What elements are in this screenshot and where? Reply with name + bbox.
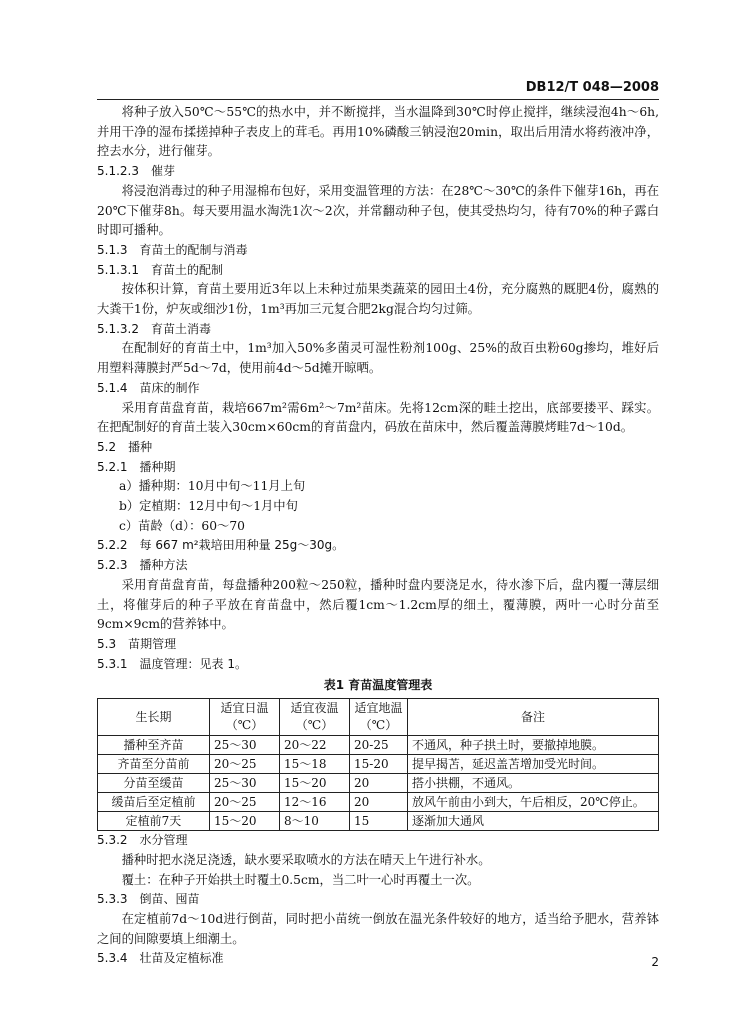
table-cell: 25～30 bbox=[210, 736, 280, 755]
table-cell: 8～10 bbox=[280, 812, 350, 831]
section-heading: 5.2.2 每 667 m²栽培田用种量 25g～30g。 bbox=[97, 538, 345, 553]
table-cell: 25～30 bbox=[210, 774, 280, 793]
section-heading: 5.3.3 倒苗、囤苗 bbox=[97, 892, 200, 907]
seedling-temperature-table bbox=[97, 698, 659, 831]
header-day-temp: 适宜日温 （℃） bbox=[210, 699, 280, 736]
header-soil-temp: 适宜地温 （℃） bbox=[350, 699, 408, 736]
table-cell: 20-25 bbox=[350, 736, 408, 755]
section-heading: 5.1.4 苗床的制作 bbox=[97, 380, 200, 395]
table-cell: 20 bbox=[350, 774, 408, 793]
section-heading: 5.2 播种 bbox=[97, 439, 153, 454]
header-rule bbox=[97, 99, 659, 100]
table-row bbox=[98, 755, 659, 774]
document-id-header: DB12/T 048—2008 bbox=[525, 80, 659, 95]
sections-after-table bbox=[97, 831, 659, 969]
page-number: 2 bbox=[651, 955, 659, 969]
table-cell: 逐渐加大通风 bbox=[408, 812, 659, 831]
list-item: b）定植期：12月中旬～1月中旬 bbox=[119, 499, 298, 514]
header-remarks: 备注 bbox=[408, 699, 659, 736]
table-cell: 12～16 bbox=[280, 793, 350, 812]
section-heading: 5.3.4 壮苗及定植标准 bbox=[97, 951, 224, 966]
paragraph: 采用育苗盘育苗，每盘播种200粒～250粒，播种时盘内要浇足水，待水渗下后，盘内覆一薄层细土，将催芽后的种子平放在育苗盘中，然后覆1cm～1.2cm厚的细土，覆薄膜，两叶一心时分苗至9cm×9cm的营养钵中。 bbox=[97, 577, 659, 632]
paragraph: 在配制好的育苗土中，1m³加入50%多菌灵可湿性粉剂100g、25%的敌百虫粉60g掺均，堆好后用塑料薄膜封严5d～7d，使用前4d～5d摊开晾晒。 bbox=[97, 341, 659, 376]
section-heading: 5.3.1 温度管理：见表 1。 bbox=[97, 656, 247, 671]
table-cell: 20 bbox=[350, 793, 408, 812]
paragraph: 播种时把水浇足浇透，缺水要采取喷水的方法在晴天上午进行补水。 bbox=[121, 852, 491, 867]
table-cell: 放风午前由小到大，午后相反，20℃停止。 bbox=[408, 793, 659, 812]
table-cell: 分苗至缓苗 bbox=[98, 774, 210, 793]
table-cell: 15 bbox=[350, 812, 408, 831]
table-cell: 搭小拱棚，不通风。 bbox=[408, 774, 659, 793]
table-cell: 缓苗后至定植前 bbox=[98, 793, 210, 812]
section-heading: 5.1.2.3 催芽 bbox=[97, 164, 175, 179]
table-row bbox=[98, 736, 659, 755]
list-item: c）苗龄（d）：60～70 bbox=[119, 518, 245, 533]
paragraph: 将浸泡消毒过的种子用湿棉布包好，采用变温管理的方法：在28℃～30℃的条件下催芽16h，再在20℃下催芽8h。每天要用温水淘洗1次～2次，并常翻动种子包，使其受热均匀，待有70%的种子露白时即可播种。 bbox=[97, 183, 659, 238]
paragraph: 在定植前7d～10d进行倒苗，同时把小苗统一倒放在温光条件较好的地方，适当给予肥水，营养钵之间的间隙要填上细潮土。 bbox=[97, 911, 659, 946]
table-cell: 20～22 bbox=[280, 736, 350, 755]
table-cell: 20～25 bbox=[210, 755, 280, 774]
section-heading: 5.2.1 播种期 bbox=[97, 459, 176, 474]
table-cell: 15～20 bbox=[210, 812, 280, 831]
header-growth-stage: 生长期 bbox=[98, 699, 210, 736]
table-row bbox=[98, 812, 659, 831]
table-cell: 提早揭苫，延迟盖苫增加受光时间。 bbox=[408, 755, 659, 774]
table-cell: 15-20 bbox=[350, 755, 408, 774]
section-heading: 5.2.3 播种方法 bbox=[97, 558, 188, 573]
section-heading: 5.3 苗期管理 bbox=[97, 636, 177, 651]
paragraph: 按体积计算，育苗土要用近3年以上未种过茄果类蔬菜的园田土4份，充分腐熟的厩肥4份，腐熟的大粪干1份，炉灰或细沙1份，1m³再加三元复合肥2kg混合均匀过筛。 bbox=[97, 282, 659, 317]
header-night-temp: 适宜夜温 （℃） bbox=[280, 699, 350, 736]
section-heading: 5.1.3 育苗土的配制与消毒 bbox=[97, 242, 248, 257]
table-cell: 播种至齐苗 bbox=[98, 736, 210, 755]
table-cell: 20～25 bbox=[210, 793, 280, 812]
table-cell: 15～20 bbox=[280, 774, 350, 793]
table-cell: 齐苗至分苗前 bbox=[98, 755, 210, 774]
table-row bbox=[98, 774, 659, 793]
table-cell: 定植前7天 bbox=[98, 812, 210, 831]
table-row bbox=[98, 793, 659, 812]
document-body bbox=[97, 103, 659, 969]
table-caption: 表1 育苗温度管理表 bbox=[323, 678, 433, 693]
section-heading: 5.1.3.1 育苗土的配制 bbox=[97, 262, 223, 277]
list-item: a）播种期：10月中旬～11月上旬 bbox=[119, 479, 306, 494]
table-cell: 15～18 bbox=[280, 755, 350, 774]
paragraph: 覆土：在种子开始拱土时覆土0.5cm，当二叶一心时再覆土一次。 bbox=[121, 872, 480, 887]
paragraph: 采用育苗盘育苗，栽培667m²需6m²～7m²苗床。先将12cm深的畦土挖出，底部要搂平、踩实。在把配制好的育苗土装入30cm×60cm的育苗盘内，码放在苗床中，然后覆盖薄膜烤畦7d～10d。 bbox=[97, 400, 659, 435]
section-heading: 5.3.2 水分管理 bbox=[97, 833, 188, 848]
section-heading: 5.1.3.2 育苗土消毒 bbox=[97, 321, 211, 336]
paragraph: 将种子放入50℃～55℃的热水中，并不断搅拌，当水温降到30℃时停止搅拌，继续浸泡4h～6h,并用干净的湿布揉搓掉种子表皮上的茸毛。再用10%磷酸三钠浸泡20min，取出后用清水将药液冲净，控去水分，进行催芽。 bbox=[97, 105, 659, 159]
table-cell: 不通风，种子拱土时，要撤掉地膜。 bbox=[408, 736, 659, 755]
sections-before-table bbox=[97, 103, 659, 674]
table-body bbox=[98, 736, 659, 831]
table-header-row bbox=[98, 699, 659, 736]
